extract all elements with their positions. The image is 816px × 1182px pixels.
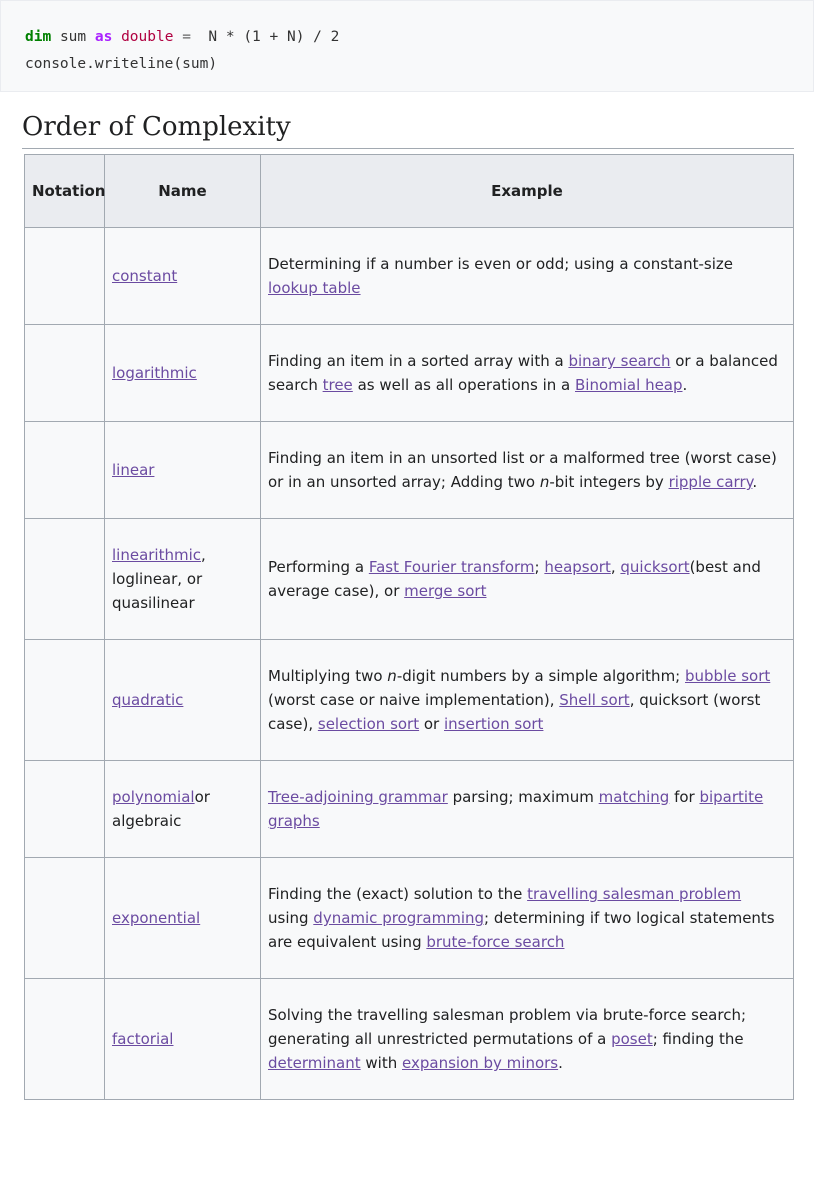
identifier-sum: sum: [59, 29, 87, 45]
text: parsing; maximum: [447, 788, 599, 806]
italic-n: n: [387, 667, 397, 685]
link-determinant[interactable]: determinant: [268, 1054, 361, 1072]
link-binomial-heap[interactable]: Binomial heap: [575, 376, 683, 394]
link-shell-sort[interactable]: Shell sort: [559, 691, 630, 709]
code-block: [0, 0, 814, 92]
notation-cell: [25, 519, 105, 640]
link-quadratic[interactable]: quadratic: [112, 691, 184, 709]
table-row: [25, 858, 794, 979]
text: , loglinear, or quasilinear: [112, 546, 206, 612]
link-poset[interactable]: poset: [611, 1030, 653, 1048]
text: or algebraic: [112, 788, 210, 830]
notation-cell: [25, 422, 105, 519]
example-cell: [261, 228, 794, 325]
notation-cell: [25, 858, 105, 979]
section-heading: Order of Complexity: [22, 110, 794, 149]
link-ripple-carry[interactable]: ripple carry: [668, 473, 753, 491]
link-bubble-sort[interactable]: bubble sort: [685, 667, 771, 685]
text: -bit integers by: [549, 473, 669, 491]
link-insertion-sort[interactable]: insertion sort: [444, 715, 544, 733]
text: using: [268, 909, 314, 927]
example-cell: [261, 422, 794, 519]
table-row: [25, 640, 794, 761]
table-row: [25, 761, 794, 858]
header-notation: Notation: [25, 155, 105, 228]
table-row: [25, 519, 794, 640]
keyword-as: as: [94, 29, 113, 45]
example-cell: [261, 761, 794, 858]
text: , quicksort (worst case),: [268, 691, 761, 733]
link-tree[interactable]: tree: [322, 376, 353, 394]
code-line-1: [25, 29, 339, 45]
header-name: Name: [105, 155, 261, 228]
table-header-row: [25, 155, 794, 228]
notation-cell: [25, 979, 105, 1100]
link-dynamic-programming[interactable]: dynamic programming: [313, 909, 485, 927]
text: (best and average case), or: [268, 558, 761, 600]
notation-cell: [25, 640, 105, 761]
example-cell: [261, 979, 794, 1100]
text: Finding an item in a sorted array with a: [268, 352, 569, 370]
name-cell: [105, 979, 261, 1100]
link-polynomial[interactable]: polynomial: [112, 788, 195, 806]
name-cell: [105, 422, 261, 519]
text: ; determining if two logical statements are equivalent using: [268, 909, 775, 951]
table-row: [25, 325, 794, 422]
table-row: [25, 422, 794, 519]
text: -digit numbers by a simple algorithm;: [396, 667, 685, 685]
link-brute-force-search[interactable]: brute-force search: [426, 933, 565, 951]
text: as well as all operations in a: [352, 376, 576, 394]
text: .: [682, 376, 688, 394]
text: .: [558, 1054, 563, 1072]
italic-n: n: [539, 473, 550, 491]
link-matching[interactable]: matching: [598, 788, 670, 806]
notation-cell: [25, 325, 105, 422]
text: Determining if a number is even or odd; using a constant-size: [268, 255, 733, 273]
text: or a balanced search: [268, 352, 778, 394]
name-cell: [105, 228, 261, 325]
link-heapsort[interactable]: heapsort: [544, 558, 611, 576]
table-row: [25, 228, 794, 325]
name-cell: [105, 858, 261, 979]
link-merge-sort[interactable]: merge sort: [404, 582, 487, 600]
text: ;: [534, 558, 545, 576]
complexity-table: [24, 154, 794, 1100]
link-binary-search[interactable]: binary search: [568, 352, 671, 370]
link-constant[interactable]: constant: [112, 267, 178, 285]
example-cell: [261, 519, 794, 640]
name-cell: [105, 325, 261, 422]
example-cell: [261, 858, 794, 979]
link-lookup-table[interactable]: lookup table: [268, 279, 361, 297]
link-logarithmic[interactable]: logarithmic: [112, 364, 197, 382]
text: ; finding the: [652, 1030, 744, 1048]
text: for: [669, 788, 700, 806]
link-tree-adjoining-grammar[interactable]: Tree-adjoining grammar: [268, 788, 448, 806]
notation-cell: [25, 761, 105, 858]
link-bipartite-graphs[interactable]: bipartite graphs: [268, 788, 764, 830]
code-line-2: console.writeline(sum): [25, 56, 218, 72]
name-cell: [105, 519, 261, 640]
keyword-dim: dim: [25, 29, 52, 45]
text: Multiplying two: [268, 667, 388, 685]
text: or: [419, 715, 444, 733]
link-factorial[interactable]: factorial: [112, 1030, 174, 1048]
link-quicksort[interactable]: quicksort: [620, 558, 690, 576]
expression: N * (1 + N) / 2: [208, 29, 340, 45]
link-travelling-salesman-problem[interactable]: travelling salesman problem: [527, 885, 742, 903]
table-row: [25, 979, 794, 1100]
link-linear[interactable]: linear: [112, 461, 155, 479]
notation-cell: [25, 228, 105, 325]
text: (worst case or naive implementation),: [268, 691, 560, 709]
text: Performing a: [268, 558, 369, 576]
name-cell: [105, 761, 261, 858]
example-cell: [261, 640, 794, 761]
link-expansion-by-minors[interactable]: expansion by minors: [402, 1054, 559, 1072]
name-cell: [105, 640, 261, 761]
operator-equals: =: [173, 29, 200, 45]
link-exponential[interactable]: exponential: [112, 909, 201, 927]
link-fft[interactable]: Fast Fourier transform: [368, 558, 535, 576]
link-selection-sort[interactable]: selection sort: [317, 715, 420, 733]
link-linearithmic[interactable]: linearithmic: [112, 546, 202, 564]
text: ,: [610, 558, 621, 576]
text: with: [360, 1054, 403, 1072]
text: Finding the (exact) solution to the: [268, 885, 528, 903]
text: Finding an item in an unsorted list or a malformed tree (worst case) or in an unsorted array; Adding two: [268, 449, 777, 491]
text: .: [752, 473, 758, 491]
header-example: Example: [261, 155, 794, 228]
type-double: double: [121, 29, 174, 45]
text: Solving the travelling salesman problem via brute-force search; generating all unrestricted permutations of a: [268, 1006, 747, 1048]
example-cell: [261, 325, 794, 422]
